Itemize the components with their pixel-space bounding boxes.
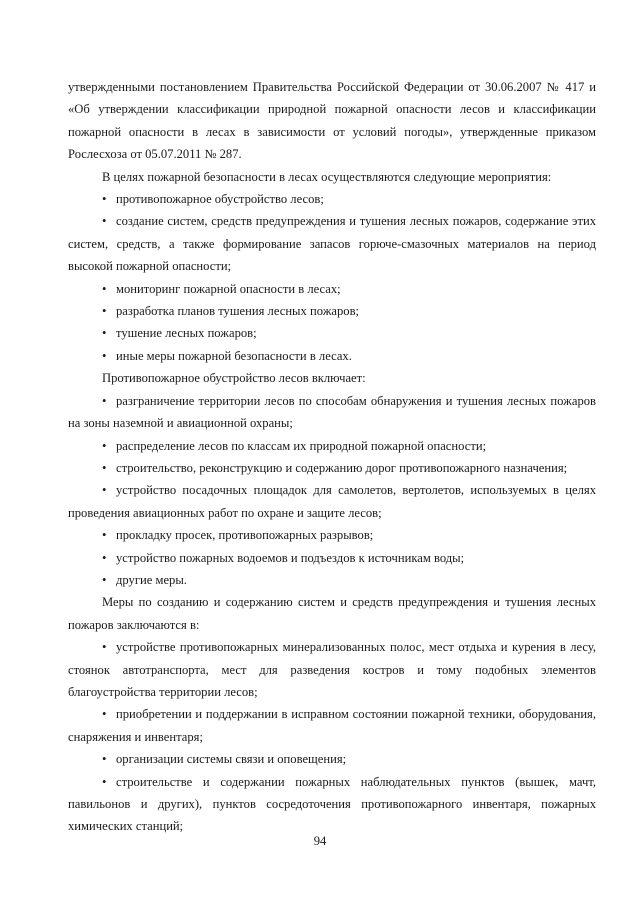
document-body — [68, 76, 596, 838]
paragraph-intro-continuation: утвержденными постановлением Правительства Российской Федерации от 30.06.2007 № 417 и «Об утверждении классификации природной пожарной опасности лесов и классификации пожарной опасности в лесах в зависимости от условий погоды», утвержденные приказом Рослесхоза от 05.07.2011 № 287. — [68, 80, 596, 162]
list-item: • строительстве и содержании пожарных наблюдательных пунктов (вышек, мачт, павильонов и других), пунктов сосредоточения противопожарного инвентаря, пожарных химических станций; — [68, 771, 596, 838]
list-item: • мониторинг пожарной опасности в лесах; — [68, 278, 596, 300]
list-item: • создание систем, средств предупреждения и тушения лесных пожаров, содержание этих систем, средств, а также формирование запасов горюче-смазочных материалов на период высокой пожарной опасности; — [68, 210, 596, 277]
list-item: • устройство пожарных водоемов и подъездов к источникам воды; — [68, 547, 596, 569]
paragraph-measures-intro: В целях пожарной безопасности в лесах осуществляются следующие мероприятия: — [102, 169, 552, 184]
paragraph-fire-arrangement-intro: Противопожарное обустройство лесов включает: — [102, 371, 366, 386]
list-item: • строительство, реконструкцию и содержанию дорог противопожарного назначения; — [68, 457, 596, 479]
list-item: • устройстве противопожарных минерализованных полос, мест отдыха и курения в лесу, стоянок автотранспорта, мест для разведения костров и тому подобных элементов благоустройства территории лесов; — [68, 636, 596, 703]
list-item: • распределение лесов по классам их природной пожарной опасности; — [68, 435, 596, 457]
list-item: • прокладку просек, противопожарных разрывов; — [68, 524, 596, 546]
list-item: • организации системы связи и оповещения; — [68, 748, 596, 770]
list-item: • иные меры пожарной безопасности в лесах. — [68, 345, 596, 367]
page-number: 94 — [313, 834, 327, 848]
paragraph-systems-intro: Меры по созданию и содержанию систем и средств предупреждения и тушения лесных пожаров заключаются в: — [68, 595, 596, 632]
list-item: • приобретении и поддержании в исправном состоянии пожарной техники, оборудования, снаряжения и инвентаря; — [68, 703, 596, 748]
list-item: • разработка планов тушения лесных пожаров; — [68, 300, 596, 322]
list-item: • устройство посадочных площадок для самолетов, вертолетов, используемых в целях проведения авиационных работ по охране и защите лесов; — [68, 479, 596, 524]
list-item: • тушение лесных пожаров; — [68, 322, 596, 344]
list-item: • противопожарное обустройство лесов; — [68, 188, 596, 210]
list-item: • разграничение территории лесов по способам обнаружения и тушения лесных пожаров на зоны наземной и авиационной охраны; — [68, 390, 596, 435]
list-item: • другие меры. — [68, 569, 596, 591]
